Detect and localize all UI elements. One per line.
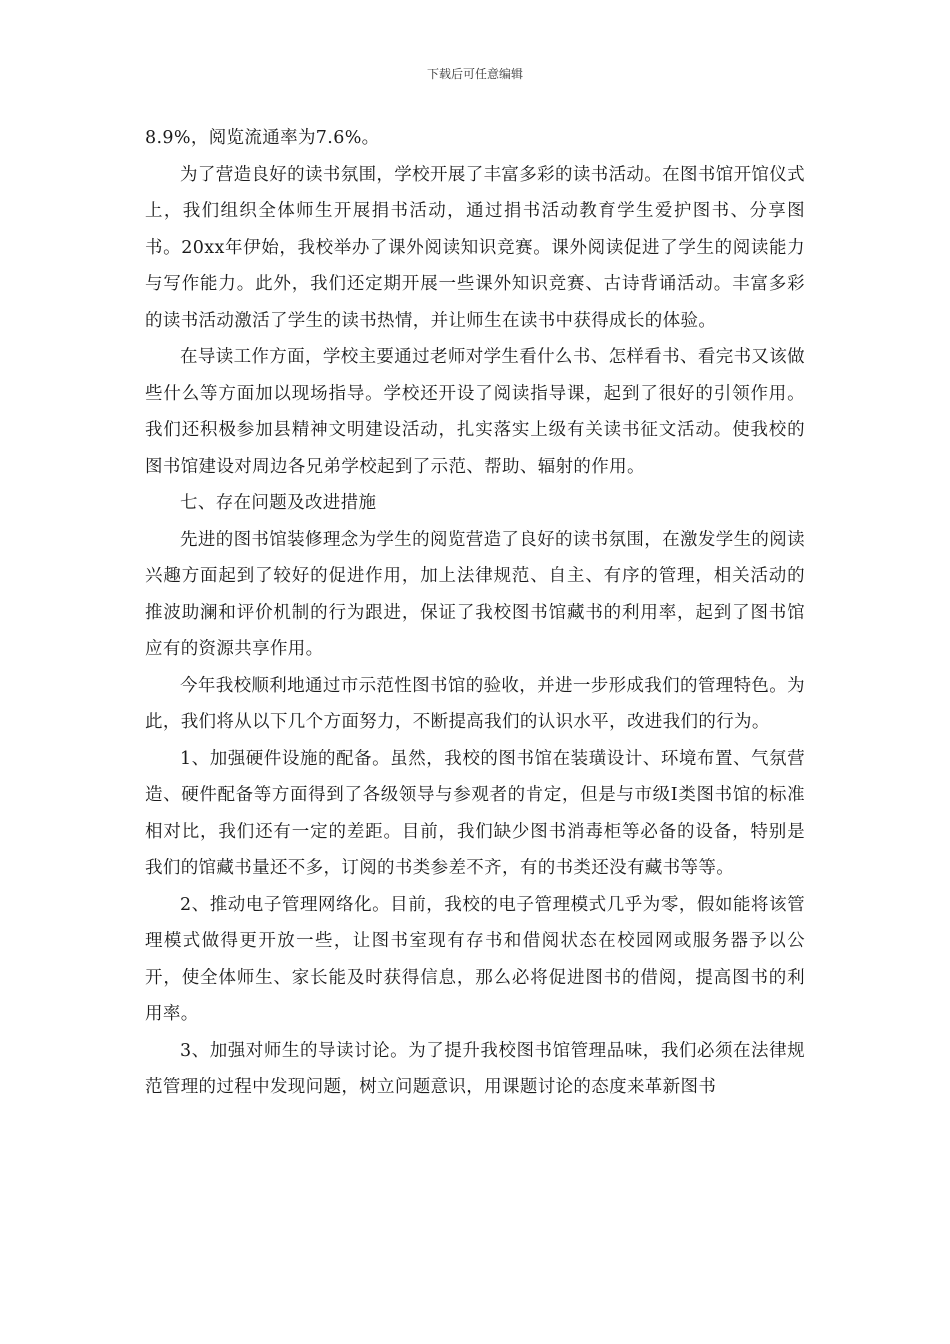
paragraph-6: 1、加强硬件设施的配备。虽然，我校的图书馆在装璜设计、环境布置、气氛营造、硬件配备等方面得到了各级领导与参观者的肯定，但是与市级Ⅰ类图书馆的标准相对比，我们还有一定的差距。目前，我们缺少图书消毒柜等必备的设备，特别是我们的馆藏书量还不多，订阅的书类参差不齐，有的书类还没有藏书等等。	[145, 748, 805, 878]
paragraph-0: 8.9%，阅览流通率为7.6%。	[145, 128, 380, 148]
paragraph-4: 先进的图书馆装修理念为学生的阅览营造了良好的读书氛围，在激发学生的阅读兴趣方面起到了较好的促进作用，加上法律规范、自主、有序的管理，相关活动的推波助澜和评价机制的行为跟进，保证了我校图书馆藏书的利用率，起到了图书馆应有的资源共享作用。	[145, 529, 805, 659]
paragraph-7: 2、推动电子管理网络化。目前，我校的电子管理模式几乎为零，假如能将该管理模式做得更开放一些，让图书室现有存书和借阅状态在校园网或服务器予以公开，使全体师生、家长能及时获得信息，那么必将促进图书的借阅，提高图书的利用率。	[145, 894, 805, 1024]
paragraph-1: 为了营造良好的读书氛围，学校开展了丰富多彩的读书活动。在图书馆开馆仪式上，我们组织全体师生开展捐书活动，通过捐书活动教育学生爱护图书、分享图书。20xx年伊始，我校举办了课外阅读知识竞赛。课外阅读促进了学生的阅读能力与写作能力。此外，我们还定期开展一些课外知识竞赛、古诗背诵活动。丰富多彩的读书活动激活了学生的读书热情，并让师生在读书中获得成长的体验。	[145, 164, 805, 331]
section-heading: 七、存在问题及改进措施	[180, 493, 377, 513]
document-body	[145, 120, 805, 1106]
paragraph-5: 今年我校顺利地通过市示范性图书馆的验收，并进一步形成我们的管理特色。为此，我们将从以下几个方面努力，不断提高我们的认识水平，改进我们的行为。	[145, 675, 805, 732]
paragraph-2: 在导读工作方面，学校主要通过老师对学生看什么书、怎样看书、看完书又该做些什么等方面加以现场指导。学校还开设了阅读指导课，起到了很好的引领作用。我们还积极参加县精神文明建设活动，扎实落实上级有关读书征文活动。使我校的图书馆建设对周边各兄弟学校起到了示范、帮助、辐射的作用。	[145, 347, 805, 477]
paragraph-8: 3、加强对师生的导读讨论。为了提升我校图书馆管理品味，我们必须在法律规范管理的过程中发现问题，树立问题意识，用课题讨论的态度来革新图书	[145, 1040, 805, 1097]
page-header: 下载后可任意编辑	[426, 67, 523, 81]
